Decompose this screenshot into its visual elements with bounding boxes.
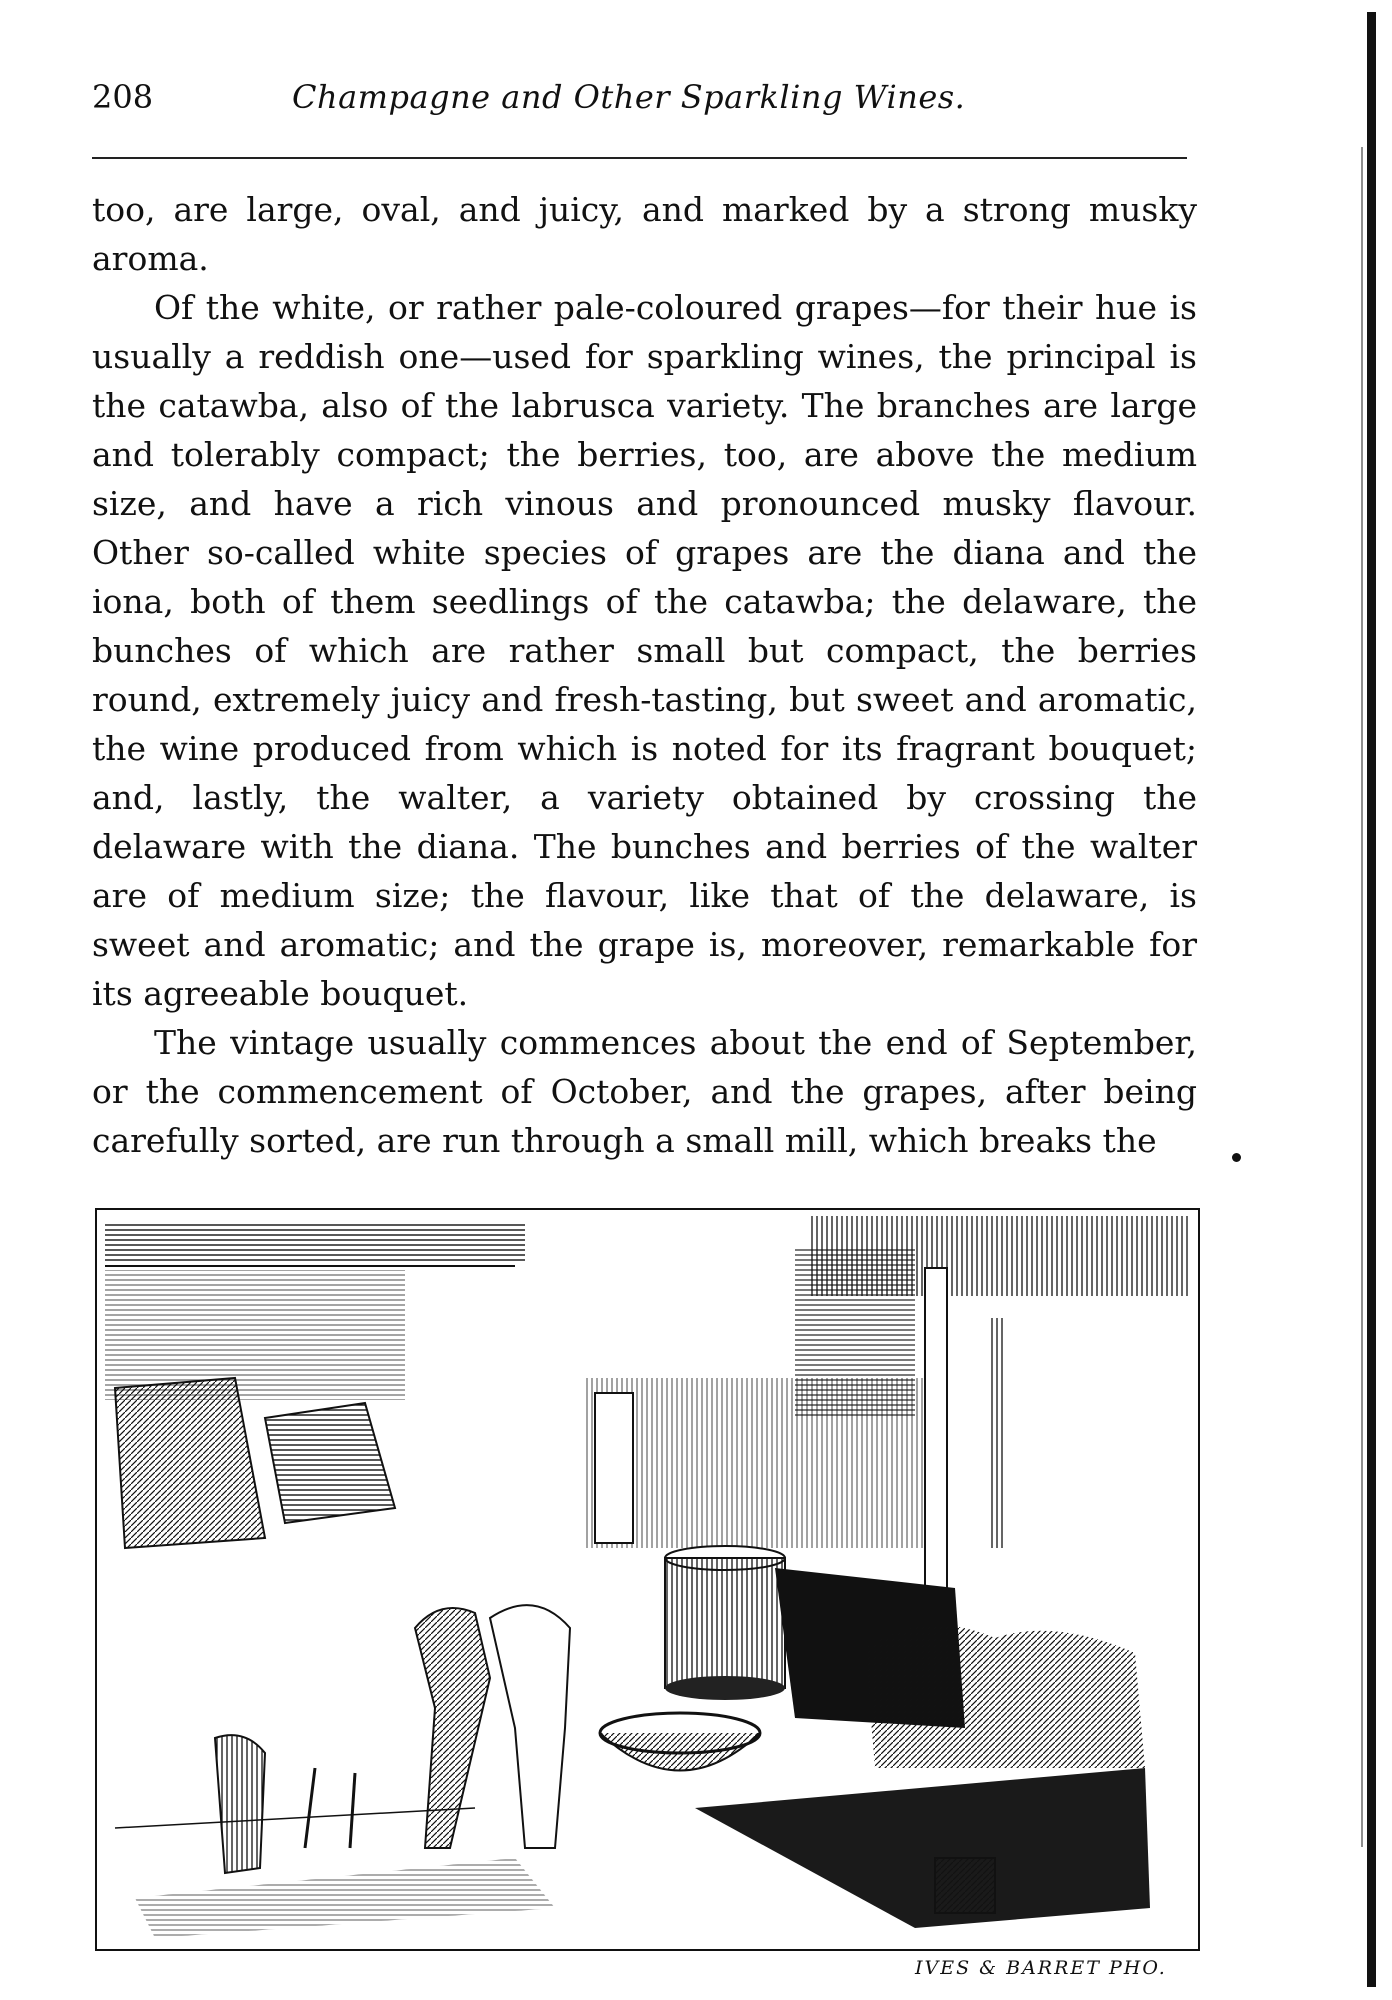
margin-dot xyxy=(1232,1153,1241,1162)
page-number: 208 xyxy=(92,78,154,116)
header-rule xyxy=(92,157,1187,159)
engraving-illustration xyxy=(95,1208,1200,1951)
page-header xyxy=(92,78,1187,124)
running-title: Champagne and Other Sparkling Wines. xyxy=(292,78,966,116)
body-text xyxy=(92,185,1197,1165)
winery-press-room-engraving xyxy=(95,1208,1200,1951)
paragraph-vintage: The vintage usually commences about the end of September, or the commencement of October, and the grapes, after being carefully sorted, are run through a small mill, which breaks the xyxy=(92,1023,1197,1160)
engraver-credit: IVES & BARRET PHO. xyxy=(915,1957,1167,1979)
paragraph-continuation: too, are large, oval, and juicy, and marked by a strong musky aroma. xyxy=(92,190,1197,278)
paragraph-white-grapes: Of the white, or rather pale-coloured grapes—for their hue is usually a reddish one—used for sparkling wines, the principal is the catawba, also of the labrusca variety. The branches are large and tolerably compact; the berries, too, are above the medium size, and have a rich vinous and pronounced musky flavour. Other so-called white species of grapes are the diana and the iona, both of them seedlings of the catawba; the delaware, the bunches of which are rather small but compact, the berries round, extremely juicy and fresh-tasting, but sweet and aromatic, the wine produced from which is noted for its fragrant bouquet; and, lastly, the walter, a variety obtained by crossing the delaware with the diana. The bunches and berries of the walter are of medium size; the flavour, like that of the delaware, is sweet and aromatic; and the grape is, moreover, remarkable for its agreeable bouquet. xyxy=(92,288,1197,1013)
page-edge-shadow xyxy=(1367,12,1376,1987)
